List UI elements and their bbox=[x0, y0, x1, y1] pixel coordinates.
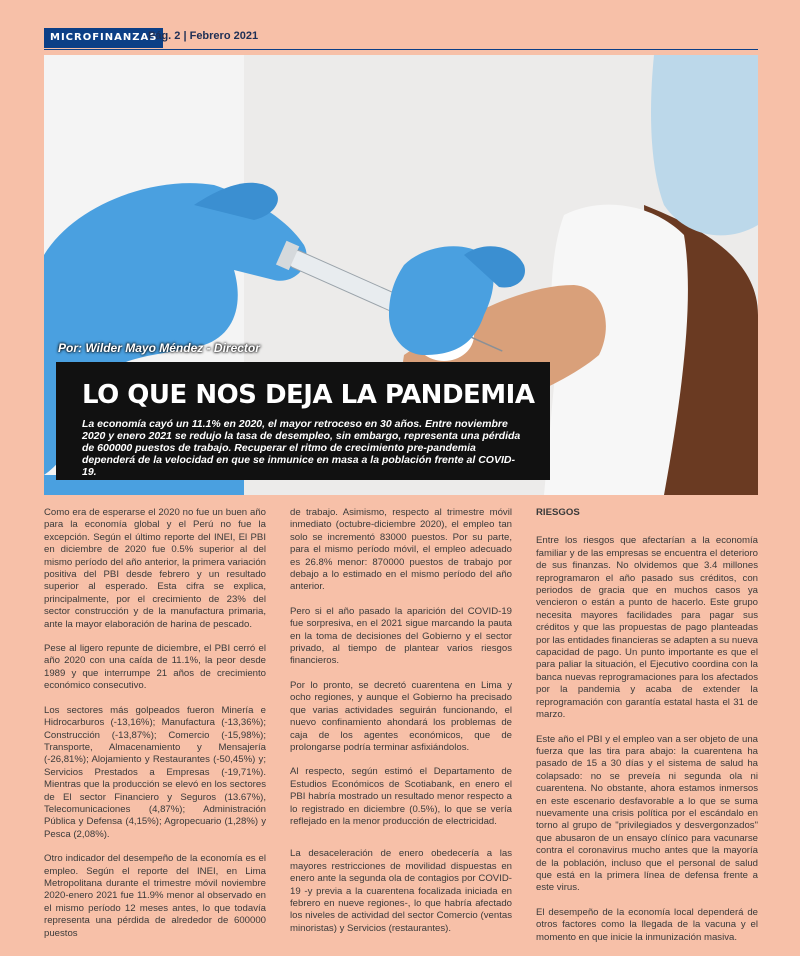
brand-logo: MICROFINANZAS bbox=[44, 28, 163, 48]
paragraph: Pero si el año pasado la aparición del COVID-19 fue sorpresiva, en el 2021 sigue marcando la pauta en la toma de decisiones del Gobierno y el sector privado, al tiempo de plantear varios riesgos financieros. bbox=[290, 605, 512, 667]
text-column-3 bbox=[536, 507, 758, 956]
paragraph: Como era de esperarse el 2020 no fue un buen año para la economía global y el Perú no fue la excepción. Según el último reporte del INEI, El PBI en diciembre de 2020 fue 0.5% superior al del mismo período del año anterior, la primera variación positiva del PBI desde febrero y un resultado superior al esperado. Esta cifra se explica, principalmente, por el crecimiento de 23% del sector construcción y de la manufactura primaria, ante la mayor elaboración de harina de pescado. bbox=[44, 507, 266, 630]
text-column-2 bbox=[290, 507, 512, 947]
paragraph: Al respecto, según estimó el Departamento de Estudios Económicos de Scotiabank, en enero el PBI habría mostrado un resultado menor respecto a lo registrado en diciembre (0.5%), lo que se vería reflejado en la menor producción de electricidad. bbox=[290, 766, 512, 827]
paragraph: de trabajo. Asimismo, respecto al trimestre móvil inmediato (octubre-diciembre 2020), el empleo tan solo se incrementó 83000 puestos. Por su parte, para el mismo período móvil, el empleo adecuado es 26.8% menor: 870000 puestos de trabajo por debajo a lo estimado en el mismo período del año anterior. bbox=[290, 507, 512, 593]
paragraph: El desempeño de la economía local dependerá de otros factores como la llegada de la vacuna y el momento en que inicie la inmunización masiva. bbox=[536, 906, 758, 943]
page-info: Pág. 2 | Febrero 2021 bbox=[148, 30, 259, 42]
paragraph: Los sectores más golpeados fueron Minería e Hidrocarburos (-13,16%); Manufactura (-13,36%); Construcción (-13,87%); Comercio (-15,98%); Transporte, Almacenamiento y Mensajería (-26,81%); Alojamiento y Restaurantes (-50,45%) y; Servicios Prestados a Empresas (-19,71%). Mientras que la producción se elevó en los sectores de El sector Financiero y Seguros (13.67%), Telecomunicaciones (4,87%); Administración Pública y Defensa (4,15%); Agropecuario (1,28%) y Pesca (2,08%). bbox=[44, 704, 266, 840]
title-box bbox=[56, 362, 550, 480]
paragraph: La desaceleración de enero obedecería a las mayores restricciones de movilidad dispuestas en enero ante la segunda ola de contagios por COVID-19 -y previa a la cuarentena focalizada iniciada en febrero en nueve regiones-, lo que habría afectado los niveles de actividad del sector Comercio (ventas minoristas) y Servicios (restaurantes). bbox=[290, 848, 512, 934]
paragraph: Pese al ligero repunte de diciembre, el PBI cerró el año 2020 con una caída de 11.1%, la peor desde 1989 y que interrumpe 21 años de crecimiento económico consecutivo. bbox=[44, 643, 266, 692]
article-title: LO QUE NOS DEJA LA PANDEMIA bbox=[82, 380, 535, 410]
article-byline: Por: Wilder Mayo Méndez - Director bbox=[58, 341, 260, 355]
header-rule bbox=[44, 49, 758, 50]
section-heading-riesgos: RIESGOS bbox=[536, 507, 580, 518]
paragraph: Por lo pronto, se decretó cuarentena en Lima y ocho regiones, y aunque el Gobierno ha precisado que varias actividades seguirán funcionando, el nuevo confinamiento ahondará los problemas de caja de los agentes económicos, que de prolongarse podría terminar asfixiándolos. bbox=[290, 679, 512, 753]
page-header bbox=[44, 28, 758, 50]
paragraph: Otro indicador del desempeño de la economía es el empleo. Según el reporte del INEI, en Lima Metropolitana durante el trimestre móvil noviembre 2020-enero 2021 fue 11.9% menor al observado en el mismo período 12 meses antes, lo que todavía representa una pérdida de alrededor de 600000 puestos bbox=[44, 853, 266, 939]
text-column-1 bbox=[44, 507, 266, 952]
paragraph: Entre los riesgos que afectarían a la economía familiar y de las empresas se encuentra el deterioro de sus finanzas. No olvidemos que 3.4 millones reprogramaron el año pasado sus créditos, con periodos de gracia que en muchos casos ya vencieron o están a punto de hacerlo. Este grupo necesita mayores facilidades para pagar sus créditos y que las propuestas de pago planteadas por las entidades financieras se adapten a su nueva capacidad de pago. Un punto importante es que el para paliar la situación, el Ejecutivo coordina con la banca nuevas reprogramaciones para los afectados por la pandemia y acaba de extender la reprogramación con garantía estatal hasta el 31 de marzo. bbox=[536, 535, 758, 721]
article-lede: La economía cayó un 11.1% en 2020, el mayor retroceso en 30 años. Entre noviembre 2020 y enero 2021 se redujo la tasa de desempleo, sin embargo, representa una pérdida de 600000 puestos de trabajo. Recuperar el ritmo de crecimiento pre-pandemia dependerá de la velocidad en que se inmunice en masa a la población frente al COVID-19. bbox=[82, 418, 521, 478]
paragraph: Este año el PBI y el empleo van a ser objeto de una fuerza que las tira para abajo: la cuarentena ha pasado de 15 a 30 días y el sistema de salud ha colapsado: no se preveía ni segunda ola ni cuarentena. No obstante, ahora estamos inmersos en este escenario desfavorable a lo que se suma nuevamente una crisis política por el escándalo en torno al grupo de "privilegiados y desvergonzados" que abusaron de un ensayo clínico para vacunarse contra el coronavirus mucho antes que la mayoría de la población, incluso que el personal de salud que está en la primera línea de defensa frente a este virus. bbox=[536, 733, 758, 894]
